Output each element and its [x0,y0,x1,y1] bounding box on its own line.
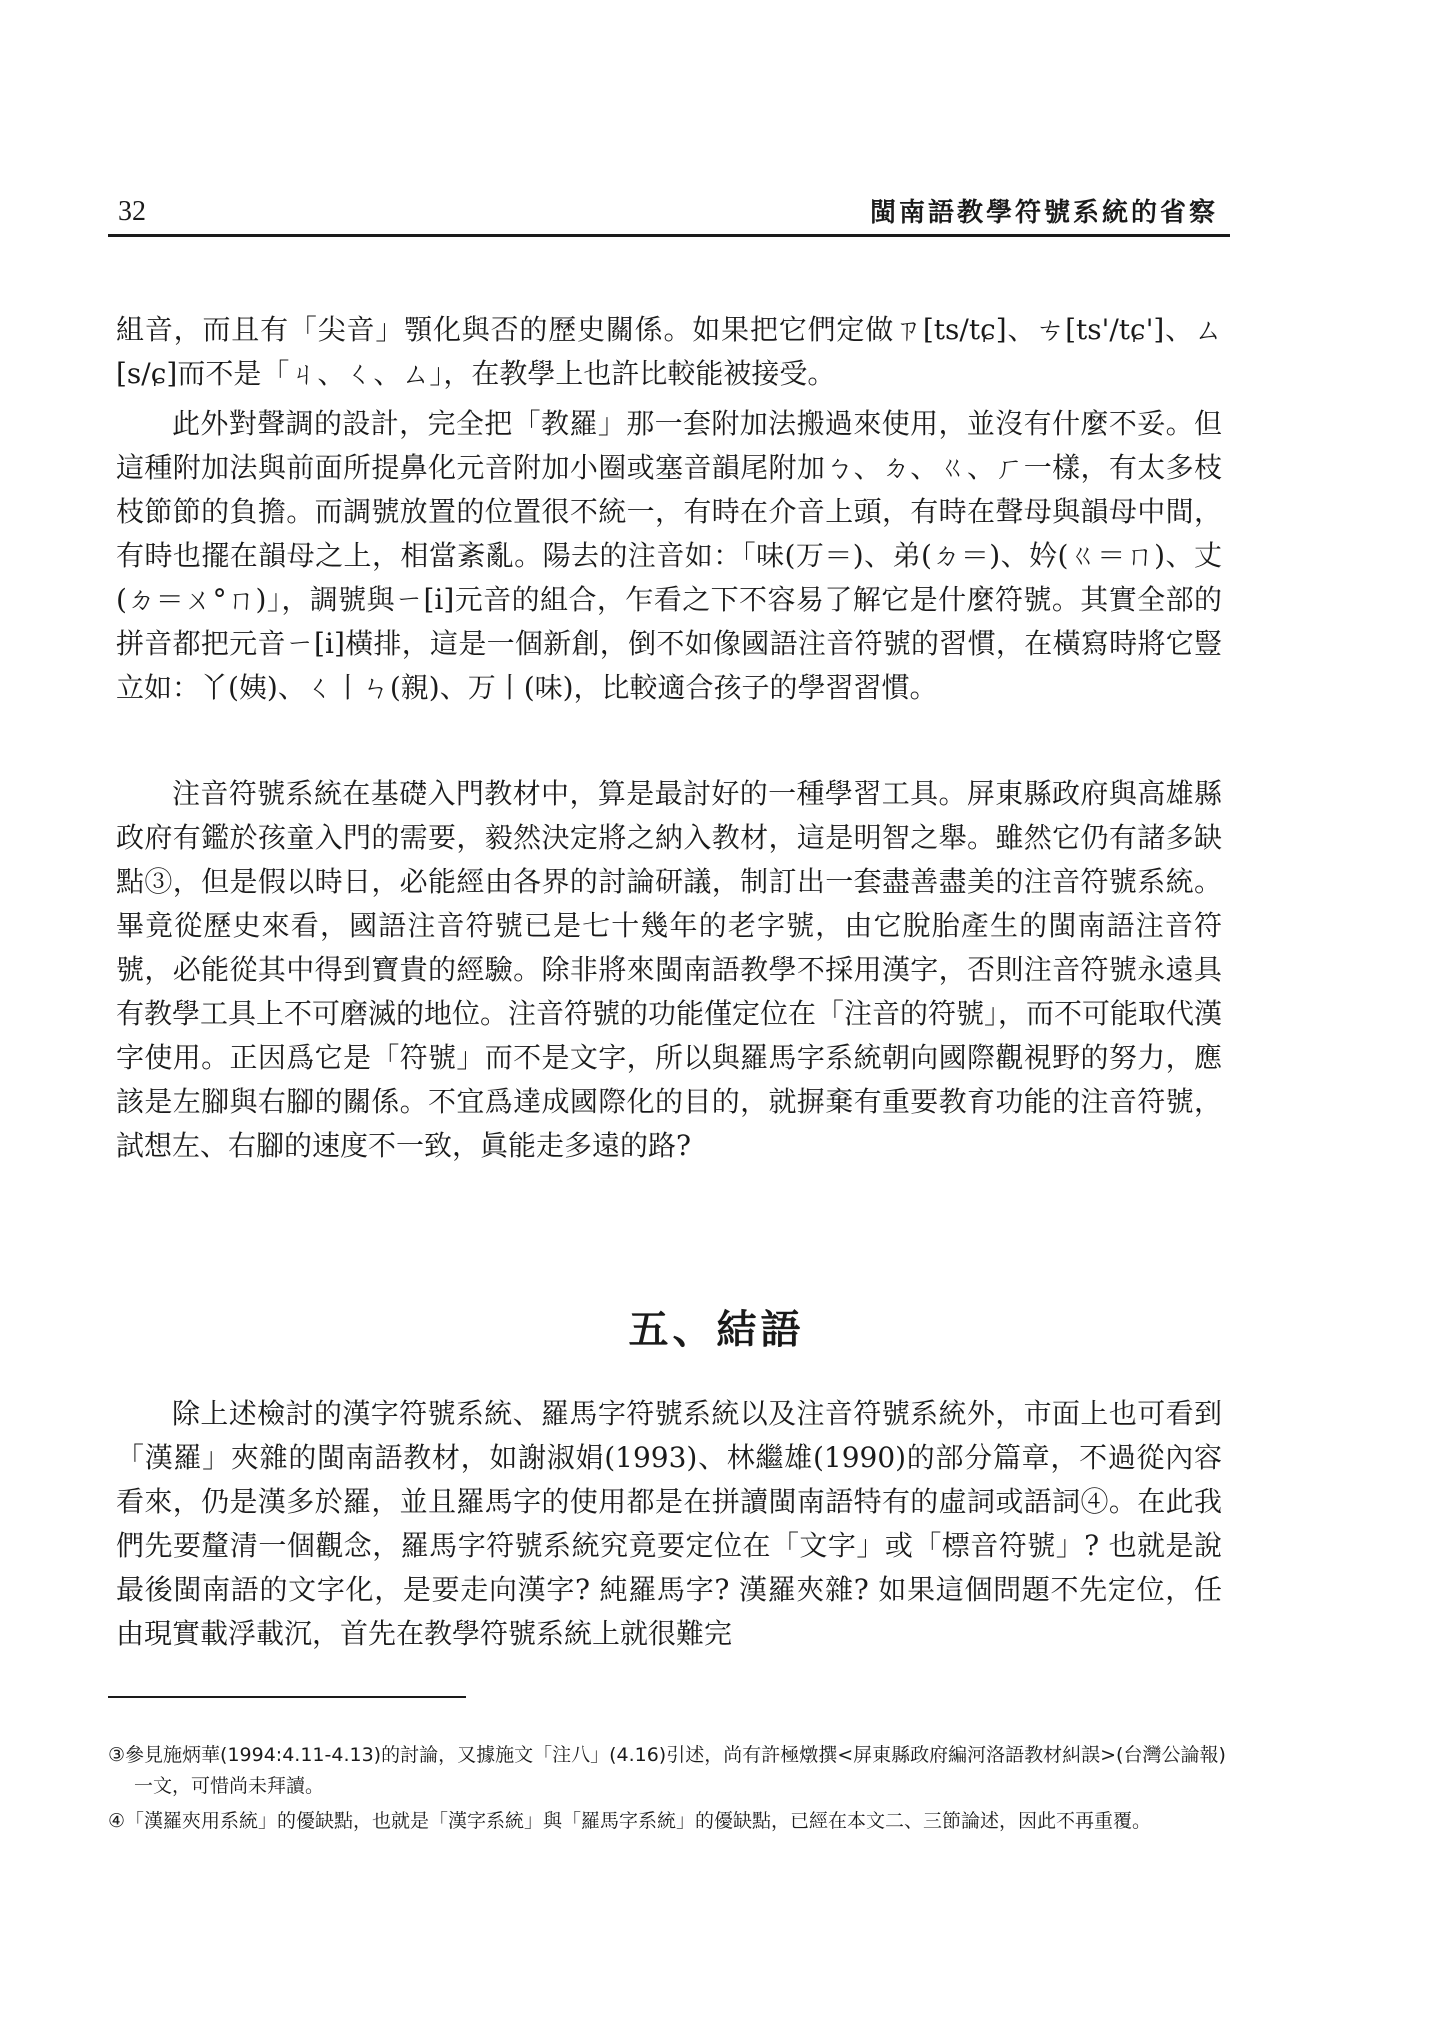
body-paragraph: 組音，而且有「尖音」顎化與否的歷史關係。如果把它們定做ㄗ[ts/tɕ]、ㄘ[ts'/tɕ']、ㄙ[s/ɕ]而不是「ㄐ、ㄑ、ㄙ」，在教學上也許比較能被接受。 [116,313,1222,390]
footnote: ④「漢羅夾用系統」的優缺點，也就是「漢字系統」與「羅馬字系統」的優缺點，已經在本文二、三節論述，因此不再重覆。 [108,1810,1152,1832]
page-number: 32 [118,196,146,227]
footnotes [108,1740,1228,1841]
section-heading: 五、結語 [628,1307,805,1353]
body-paragraph: 注音符號系統在基礎入門教材中，算是最討好的一種學習工具。屏東縣政府與高雄縣政府有鑑於孩童入門的需要，毅然決定將之納入教材，這是明智之舉。雖然它仍有諸多缺點③，但是假以時日，必能經由各界的討論研議，制訂出一套盡善盡美的注音符號系統。畢竟從歷史來看，國語注音符號已是七十幾年的老字號，由它脫胎產生的閩南語注音符號，必能從其中得到寶貴的經驗。除非將來閩南語教學不採用漢字，否則注音符號永遠具有教學工具上不可磨滅的地位。注音符號的功能僅定位在「注音的符號」，而不可能取代漢字使用。正因爲它是「符號」而不是文字，所以與羅馬字系統朝向國際觀視野的努力，應該是左腳與右腳的關係。不宜爲達成國際化的目的，就摒棄有重要教育功能的注音符號，試想左、右腳的速度不一致，眞能走多遠的路? [116,777,1223,1162]
running-title: 閩南語教學符號系統的省察 [869,198,1218,228]
footnote-divider [108,1696,466,1698]
footnote: ③參見施炳華(1994:4.11-4.13)的討論，又據施文「注八」(4.16)引述，尚有許極燉撰<屏東縣政府編河洛語教材糾誤>(台灣公論報)一文，可惜尚未拜讀。 [108,1744,1226,1797]
header-divider [108,234,1230,237]
section-paragraph: 除上述檢討的漢字符號系統、羅馬字符號系統以及注音符號系統外，市面上也可看到「漢羅」夾雜的閩南語教材，如謝淑娟(1993)、林繼雄(1990)的部分篇章，不過從內容看來，仍是漢多於羅，並且羅馬字的使用都是在拼讀閩南語特有的虛詞或語詞④。在此我們先要釐清一個觀念，羅馬字符號系統究竟要定位在「文字」或「標音符號」? 也就是說最後閩南語的文字化，是要走向漢字? 純羅馬字? 漢羅夾雜? 如果這個問題不先定位，任由現實載浮載沉，首先在教學符號系統上就很難完 [116,1397,1222,1650]
body-paragraph: 此外對聲調的設計，完全把「教羅」那一套附加法搬過來使用，並沒有什麼不妥。但這種附加法與前面所提鼻化元音附加小圈或塞音韻尾附加ㄅ、ㄉ、ㄍ、ㄏ一樣，有太多枝枝節節的負擔。而調號放置的位置很不統一，有時在介音上頭，有時在聲母與韻母中間，有時也擺在韻母之上，相當紊亂。陽去的注音如：「味(万＝)、弟(ㄉ＝)、妗(ㄍ＝ㄇ)、丈(ㄉ＝ㄨ°ㄇ)」，調號與ㄧ[i]元音的組合，乍看之下不容易了解它是什麼符號。其實全部的拼音都把元音ㄧ[i]橫排，這是一個新創，倒不如像國語注音符號的習慣，在橫寫時將它豎立如：丫(姨)、ㄑ丨ㄣ(親)、万丨(味)，比較適合孩子的學習習慣。 [116,407,1222,704]
